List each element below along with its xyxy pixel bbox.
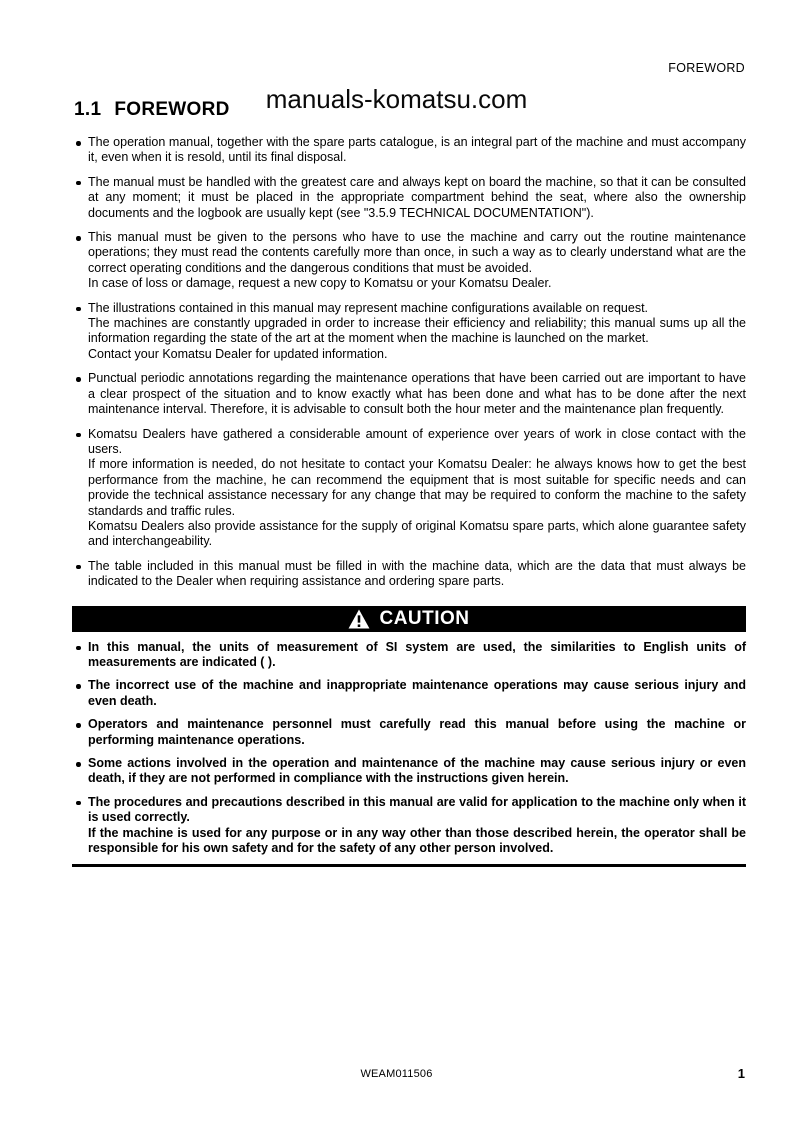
bullet-text: [88, 678, 746, 709]
bullet-icon: [76, 236, 81, 241]
bullet-icon: [76, 433, 81, 438]
paragraph: The manual must be handled with the greatest care and always kept on board the machine, so that it can be consulted at any moment; it must be placed in the appropriate compartment behind the seat, where also the ownership documents and the logbook are usually kept (see "3.5.9 TECHNICAL DOCUMENTATION").: [88, 174, 746, 220]
bullet-item: [72, 559, 746, 590]
paragraph: If the machine is used for any purpose or in any way other than those described herein, the operator shall be responsible for his own safety and for the safety of any other person involved.: [88, 825, 746, 856]
bullet-text: [88, 427, 746, 550]
bullet-item: [72, 717, 746, 748]
paragraph: The machines are constantly upgraded in order to increase their efficiency and reliability; this manual sums up all the information regarding the state of the art at the moment when the machine is launched on the market.: [88, 316, 746, 346]
bullet-text: [88, 717, 746, 748]
watermark: manuals-komatsu.com: [265, 84, 528, 114]
bullet-text: [88, 230, 746, 292]
paragraph: The table included in this manual must be filled in with the machine data, which are the data that must always be indicated to the Dealer when requiring assistance and ordering spare parts.: [88, 558, 746, 589]
bullet-icon: [76, 762, 81, 767]
paragraph: The incorrect use of the machine and inappropriate maintenance operations may cause serious injury and even death.: [88, 678, 746, 708]
warning-triangle-icon: [348, 609, 370, 629]
paragraph: The procedures and precautions described in this manual are valid for application to the machine only when it is used correctly.: [88, 794, 746, 825]
paragraph: Komatsu Dealers have gathered a considerable amount of experience over years of work in close contact with the users.: [88, 426, 746, 456]
bullet-icon: [76, 801, 81, 806]
paragraph: If more information is needed, do not hesitate to contact your Komatsu Dealer: he always knows how to get the best performance from the machine, he can recommend the equipment that is most suitable for specific needs and can provide the technical assistance necessary for any change that may be required to conform the machine to the safety standards and traffic rules.: [88, 457, 746, 518]
caution-bottom-rule: [72, 864, 746, 867]
caution-banner: [72, 606, 746, 632]
page-number: 1: [737, 1066, 745, 1081]
footer-document-code: WEAM011506: [360, 1068, 433, 1080]
page-content: [72, 126, 746, 867]
bullet-item: [72, 756, 746, 787]
bullet-text: [88, 795, 746, 857]
foreword-bullet-list: [72, 135, 746, 590]
bullet-item: [72, 135, 746, 166]
bullet-text: [88, 135, 746, 166]
bullet-icon: [76, 646, 81, 651]
bullet-item: [72, 301, 746, 363]
bullet-icon: [76, 307, 81, 312]
bullet-icon: [76, 684, 81, 689]
paragraph: Punctual periodic annotations regarding the maintenance operations that have been carried out are important to have a clear prospect of the situation and to know exactly what has been done and what has to be done after the next maintenance interval. Therefore, it is advisable to consult both the hour meter and the maintenance plan frequently.: [88, 371, 746, 417]
bullet-item: [72, 795, 746, 857]
bullet-icon: [76, 181, 81, 186]
bullet-text: [88, 559, 746, 590]
paragraph: Some actions involved in the operation and maintenance of the machine may cause serious injury or even death, if they are not performed in compliance with the instructions given herein.: [88, 756, 746, 786]
paragraph: In this manual, the units of measurement of SI system are used, the similarities to English units of measurements are indicated ( ).: [88, 639, 746, 669]
paragraph: The operation manual, together with the spare parts catalogue, is an integral part of the machine and must accompany it, even when it is resold, until its final disposal.: [88, 135, 746, 165]
running-header: FOREWORD: [668, 61, 745, 75]
bullet-text: [88, 756, 746, 787]
bullet-item: [72, 230, 746, 292]
bullet-item: [72, 427, 746, 550]
section-title: FOREWORD: [114, 99, 230, 120]
bullet-icon: [76, 723, 81, 728]
bullet-icon: [76, 141, 81, 146]
paragraph: In case of loss or damage, request a new copy to Komatsu or your Komatsu Dealer.: [88, 276, 552, 291]
bullet-text: [88, 301, 746, 363]
section-number: 1.1: [74, 99, 102, 120]
bullet-item: [72, 640, 746, 671]
section-heading: [74, 99, 230, 121]
bullet-text: [88, 371, 746, 417]
paragraph: Operators and maintenance personnel must carefully read this manual before using the machine or performing maintenance operations.: [88, 717, 746, 747]
bullet-item: [72, 678, 746, 709]
paragraph: Komatsu Dealers also provide assistance for the supply of original Komatsu spare parts, which alone guarantee safety and interchangeability.: [88, 518, 746, 549]
paragraph: This manual must be given to the persons who have to use the machine and carry out the routine maintenance operations; they must read the contents carefully more than once, in such a way as to clearly understand what are the correct operating conditions and the dangerous conditions that must be avoided.: [88, 230, 746, 275]
caution-bullet-list: [72, 640, 746, 857]
bullet-icon: [76, 377, 81, 382]
bullet-item: [72, 371, 746, 417]
caution-label: CAUTION: [379, 607, 470, 629]
paragraph: Contact your Komatsu Dealer for updated information.: [88, 346, 388, 361]
paragraph: The illustrations contained in this manual may represent machine configurations available on request.: [88, 300, 649, 315]
bullet-text: [88, 640, 746, 671]
bullet-text: [88, 175, 746, 221]
bullet-item: [72, 175, 746, 221]
bullet-icon: [76, 565, 81, 570]
